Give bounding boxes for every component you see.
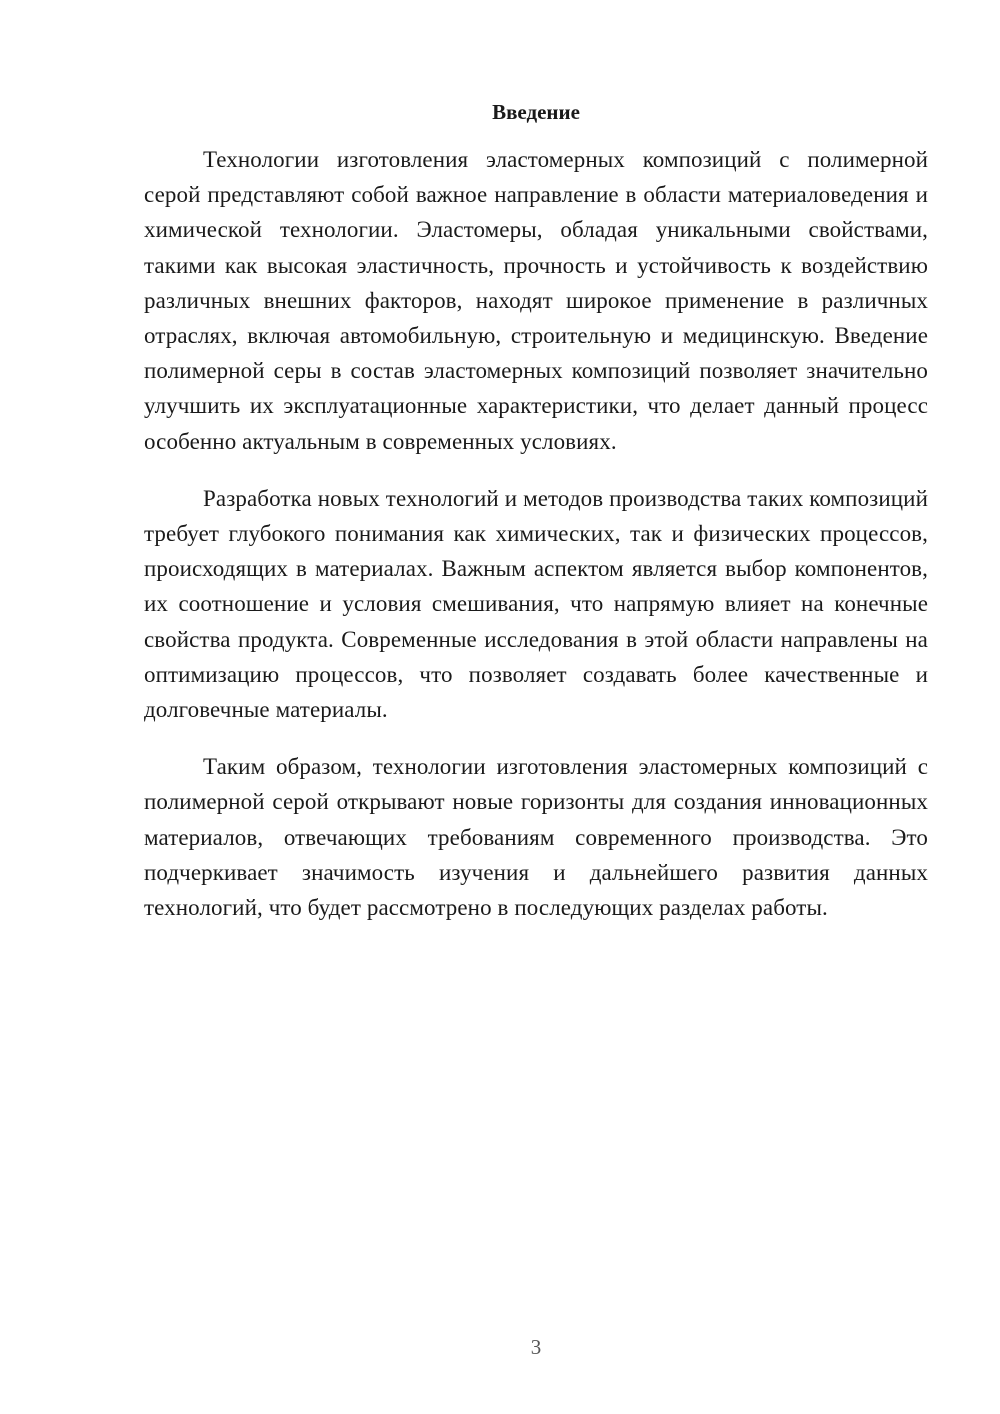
body-text [144, 142, 928, 947]
page-number: 3 [530, 1335, 542, 1359]
paragraph-3: Таким образом, технологии изготовления эластомерных композиций с полимерной серой открывают новые горизонты для создания инновационных материалов, отвечающих требованиям современного производства. Это подчеркивает значимость изучения и дальнейшего развития данных технологий, что будет рассмотрено в последующих разделах работы. [144, 754, 928, 921]
section-heading: Введение [492, 100, 580, 124]
paragraph-1: Технологии изготовления эластомерных композиций с полимерной серой представляют собой важное направление в области материаловедения и химической технологии. Эластомеры, обладая уникальными свойствами, такими как высокая эластичность, прочность и устойчивость к воздействию различных внешних факторов, находят широкое применение в различных отраслях, включая автомобильную, строительную и медицинскую. Введение полимерной серы в состав эластомерных композиций позволяет значительно улучшить их эксплуатационные характеристики, что делает данный процесс особенно актуальным в современных условиях. [144, 147, 928, 454]
paragraph-2: Разработка новых технологий и методов производства таких композиций требует глубокого понимания как химических, так и физических процессов, происходящих в материалах. Важным аспектом является выбор компонентов, их соотношение и условия смешивания, что напрямую влияет на конечные свойства продукта. Современные исследования в этой области направлены на оптимизацию процессов, что позволяет создавать более качественные и долговечные материалы. [144, 485, 928, 723]
